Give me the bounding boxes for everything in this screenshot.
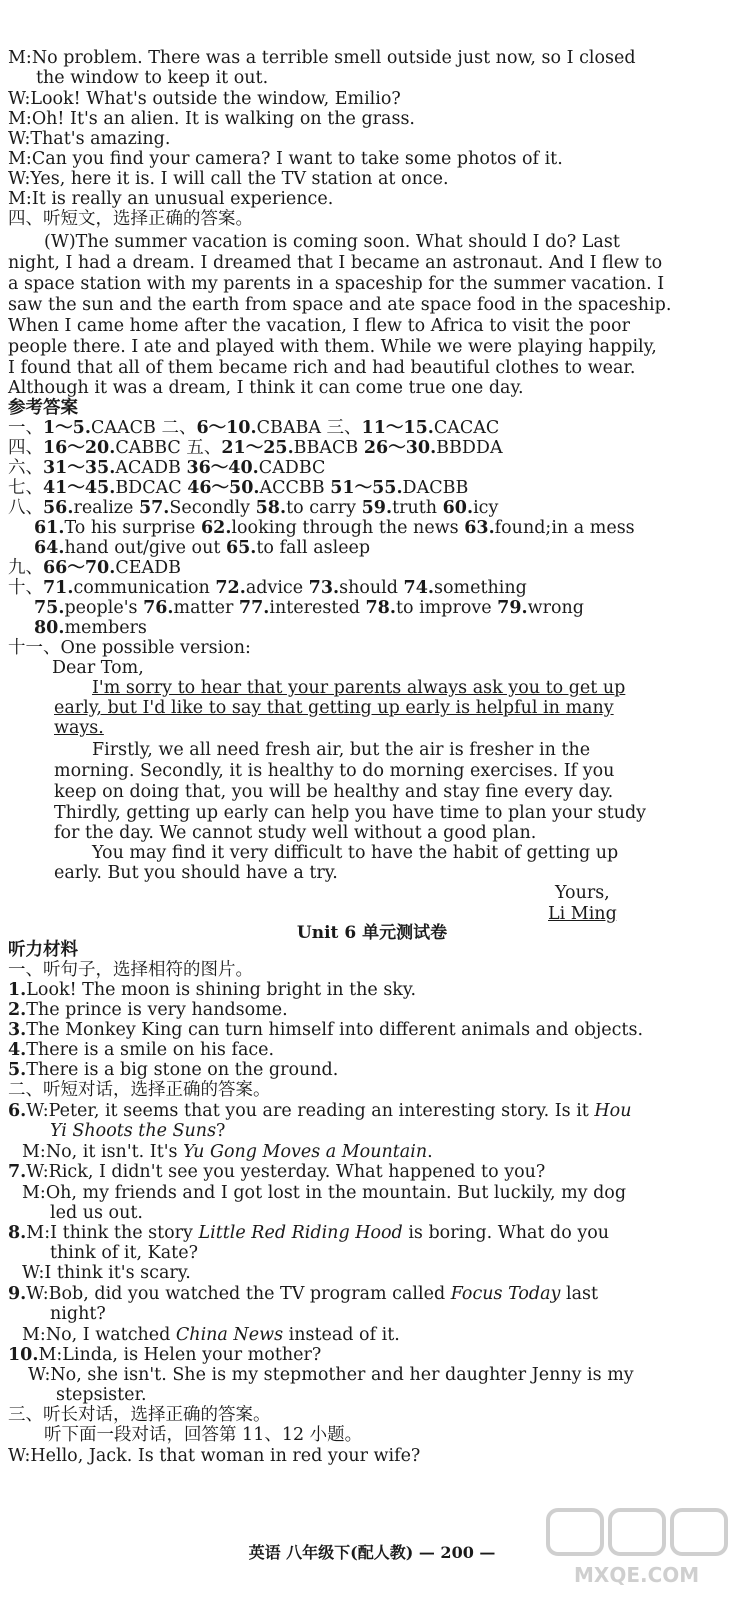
passage-line: Although it was a dream, I think it can come true one day. <box>8 378 524 398</box>
dialogue-line: M:It is really an unusual experience. <box>8 189 334 209</box>
essay-line: ways. <box>54 718 104 738</box>
essay-closing: Yours, <box>555 883 610 903</box>
watermark-logo <box>544 1506 734 1592</box>
answer-line: 十、71.communication 72.advice 73.should 74.something <box>8 578 527 598</box>
dialogue-line: Yi Shoots the Suns? <box>50 1121 226 1141</box>
sentence-item: 4.There is a smile on his face. <box>8 1040 275 1060</box>
dialogue-line: M:Oh! It's an alien. It is walking on the grass. <box>8 109 415 129</box>
section-heading: 一、听句子，选择相符的图片。 <box>8 960 253 980</box>
dialogue-line: M:Oh, my friends and I got lost in the mountain. But luckily, my dog <box>22 1183 627 1203</box>
watermark-text: MXQE.COM <box>574 1563 700 1587</box>
dialogue-line: M:Can you find your camera? I want to take some photos of it. <box>8 149 563 169</box>
passage-line: (W)The summer vacation is coming soon. What should I do? Last <box>44 232 620 252</box>
dialogue-line: 10.M:Linda, is Helen your mother? <box>8 1345 322 1365</box>
answer-line: 64.hand out/give out 65.to fall asleep <box>34 538 371 558</box>
passage-line: a space station with my parents in a spaceship for the summer vacation. I <box>8 274 665 294</box>
essay-line: Firstly, we all need fresh air, but the air is fresher in the <box>92 740 591 760</box>
passage-line: I found that all of them became rich and had beautiful clothes to wear. <box>8 358 636 378</box>
unit-title: Unit 6 单元测试卷 <box>296 923 448 943</box>
answer-line: 六、31～35.ACADB 36～40.CADBC <box>8 458 326 478</box>
answer-line: 七、41～45.BDCAC 46～50.ACCBB 51～55.DACBB <box>8 478 469 498</box>
listening-heading: 听力材料 <box>8 940 78 960</box>
essay-line: for the day. We cannot study well without a good plan. <box>54 823 537 843</box>
passage-line: When I came home after the vacation, I flew to Africa to visit the poor <box>8 316 630 336</box>
dialogue-line: W:Hello, Jack. Is that woman in red your wife? <box>8 1446 421 1466</box>
passage-line: people there. I ate and played with them. While we were playing happily, <box>8 337 657 357</box>
dialogue-line: the window to keep it out. <box>36 68 269 88</box>
passage-line: night, I had a dream. I dreamed that I became an astronaut. And I flew to <box>8 253 663 273</box>
section-heading: 二、听短对话，选择正确的答案。 <box>8 1080 271 1100</box>
essay-signature: Li Ming <box>548 904 617 924</box>
dialogue-line: W:No, she isn't. She is my stepmother and her daughter Jenny is my <box>28 1365 634 1385</box>
dialogue-line: W:Look! What's outside the window, Emilio? <box>8 89 401 109</box>
dialogue-line: 9.W:Bob, did you watched the TV program called Focus Today last <box>8 1284 599 1304</box>
essay-line: early, but I'd like to say that getting up early is helpful in many <box>54 698 614 718</box>
answer-line: 一、1～5.CAACB 二、6～10.CBABA 三、11～15.CACAC <box>8 418 500 438</box>
answer-line: 九、66～70.CEADB <box>8 558 182 578</box>
sentence-item: 1.Look! The moon is shining bright in the sky. <box>8 980 417 1000</box>
essay-line: keep on doing that, you will be healthy and stay fine every day. <box>54 782 614 802</box>
essay-line: I'm sorry to hear that your parents always ask you to get up <box>92 678 626 698</box>
dialogue-line: M:No, I watched China News instead of it. <box>22 1325 400 1345</box>
essay-line: Thirdly, getting up early can help you have time to plan your study <box>54 803 647 823</box>
answers-heading: 参考答案 <box>8 398 78 418</box>
dialogue-line: led us out. <box>50 1203 143 1223</box>
page-footer: 英语 八年级下(配人教) — 200 — <box>248 1543 496 1562</box>
essay-line: morning. Secondly, it is healthy to do morning exercises. If you <box>54 761 615 781</box>
dialogue-line: 8.M:I think the story Little Red Riding Hood is boring. What do you <box>8 1223 610 1243</box>
sentence-item: 3.The Monkey King can turn himself into different animals and objects. <box>8 1020 644 1040</box>
answer-line: 61.To his surprise 62.looking through the news 63.found;in a mess <box>34 518 635 538</box>
dialogue-line: think of it, Kate? <box>50 1243 198 1263</box>
essay-greeting: Dear Tom, <box>52 658 144 678</box>
essay-line: early. But you should have a try. <box>54 863 338 883</box>
section-note: 听下面一段对话，回答第 11、12 小题。 <box>44 1425 363 1445</box>
dialogue-line: 7.W:Rick, I didn't see you yesterday. What happened to you? <box>8 1162 546 1182</box>
dialogue-line: W:That's amazing. <box>8 129 171 149</box>
sentence-item: 5.There is a big stone on the ground. <box>8 1060 339 1080</box>
section-heading: 四、听短文，选择正确的答案。 <box>8 209 253 229</box>
dialogue-line: W:I think it's scary. <box>22 1263 191 1283</box>
sentence-item: 2.The prince is very handsome. <box>8 1000 288 1020</box>
dialogue-line: night? <box>50 1304 106 1324</box>
answer-line: 80.members <box>34 618 147 638</box>
dialogue-line: 6.W:Peter, it seems that you are reading an interesting story. Is it Hou <box>8 1101 632 1121</box>
section-heading: 三、听长对话，选择正确的答案。 <box>8 1405 271 1425</box>
essay-intro: 十一、One possible version: <box>8 638 251 658</box>
answer-line: 四、16～20.CABBC 五、21～25.BBACB 26～30.BBDDA <box>8 438 503 458</box>
dialogue-line: stepsister. <box>56 1385 147 1405</box>
answer-line: 75.people's 76.matter 77.interested 78.to improve 79.wrong <box>34 598 584 618</box>
dialogue-line: W:Yes, here it is. I will call the TV station at once. <box>8 169 449 189</box>
answer-line: 八、56.realize 57.Secondly 58.to carry 59.truth 60.icy <box>8 498 499 518</box>
dialogue-line: M:No problem. There was a terrible smell outside just now, so I closed <box>8 48 636 68</box>
dialogue-line: M:No, it isn't. It's Yu Gong Moves a Mountain. <box>22 1142 433 1162</box>
passage-line: saw the sun and the earth from space and ate space food in the spaceship. <box>8 295 672 315</box>
essay-line: You may find it very difficult to have the habit of getting up <box>92 843 619 863</box>
